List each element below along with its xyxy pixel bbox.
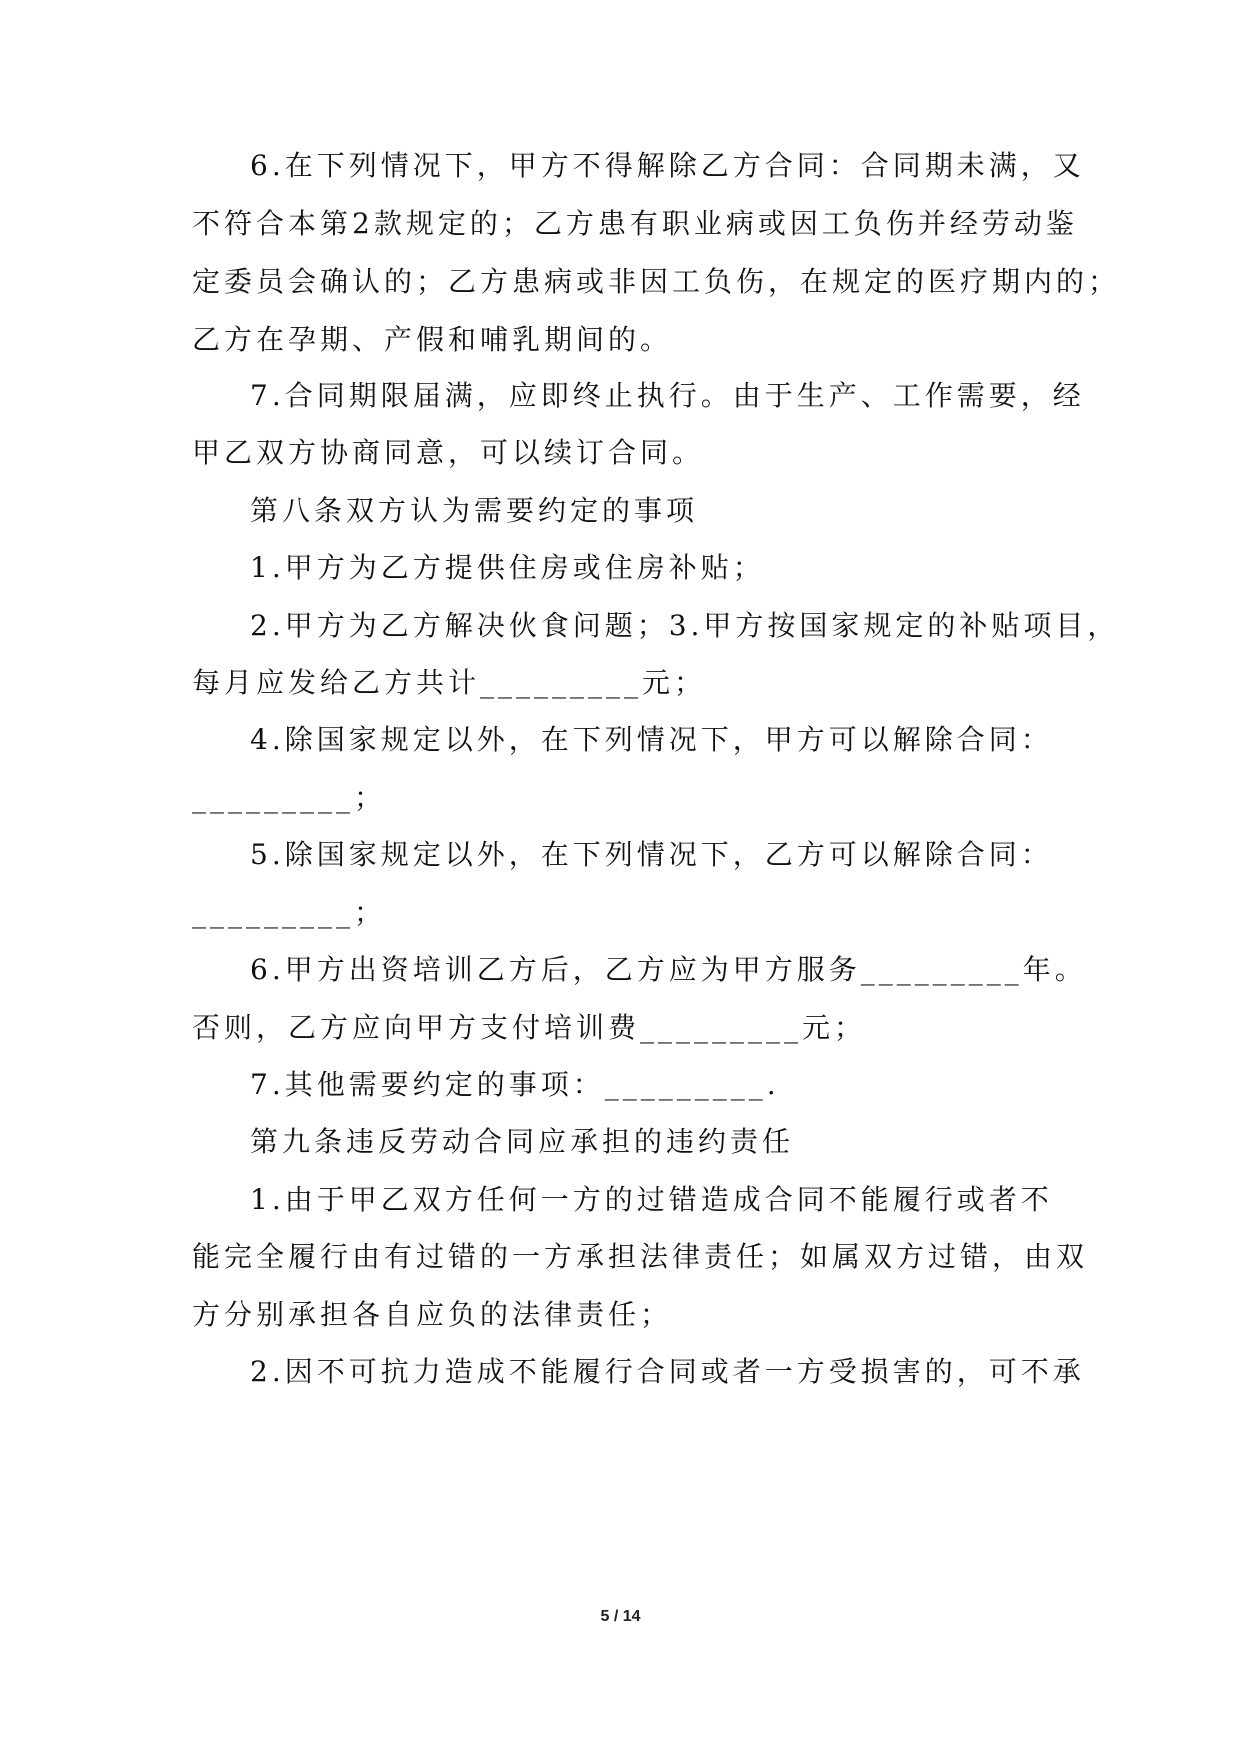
paragraph-line: 7.其他需要约定的事项：_________.: [250, 1068, 780, 1101]
paragraph-line: 否则，乙方应向甲方支付培训费_________元；: [192, 1011, 867, 1044]
paragraph-line: 1.由于甲乙双方任何一方的过错造成合同不能履行或者不: [250, 1183, 1053, 1216]
paragraph-line: 定委员会确认的；乙方患病或非因工负伤，在规定的医疗期内的；: [192, 265, 1121, 298]
paragraph-line: 不符合本第2款规定的；乙方患有职业病或因工负伤并经劳动鉴: [192, 207, 1078, 240]
paragraph-line: 7.合同期限届满，应即终止执行。由于生产、工作需要，经: [250, 379, 1085, 412]
page-number: 5 / 14: [600, 1608, 641, 1625]
paragraph-line: 5.除国家规定以外，在下列情况下，乙方可以解除合同：: [250, 838, 1053, 871]
section-heading: 第八条双方认为需要约定的事项: [250, 494, 699, 527]
paragraph-line: 4.除国家规定以外，在下列情况下，甲方可以解除合同：: [250, 723, 1053, 756]
paragraph-line: 1.甲方为乙方提供住房或住房补贴；: [250, 551, 765, 584]
paragraph-line: 方分别承担各自应负的法律责任；: [192, 1298, 673, 1331]
paragraph-line: 能完全履行由有过错的一方承担法律责任；如属双方过错，由双: [192, 1240, 1089, 1273]
paragraph-line: 每月应发给乙方共计_________元；: [192, 666, 707, 699]
paragraph-line: 6.甲方出资培训乙方后，乙方应为甲方服务_________年。: [250, 953, 1087, 986]
paragraph-line: 2.甲方为乙方解决伙食问题；3.甲方按国家规定的补贴项目，: [250, 609, 1120, 642]
blank-line: _________；: [192, 896, 387, 929]
paragraph-line: 甲乙双方协商同意，可以续订合同。: [192, 436, 705, 469]
paragraph-line: 6.在下列情况下，甲方不得解除乙方合同：合同期未满，又: [250, 149, 1085, 182]
blank-line: _________；: [192, 781, 387, 814]
section-heading: 第九条违反劳动合同应承担的违约责任: [250, 1125, 795, 1158]
paragraph-line: 2.因不可抗力造成不能履行合同或者一方受损害的，可不承: [250, 1355, 1085, 1388]
paragraph-line: 乙方在孕期、产假和哺乳期间的。: [192, 323, 673, 356]
